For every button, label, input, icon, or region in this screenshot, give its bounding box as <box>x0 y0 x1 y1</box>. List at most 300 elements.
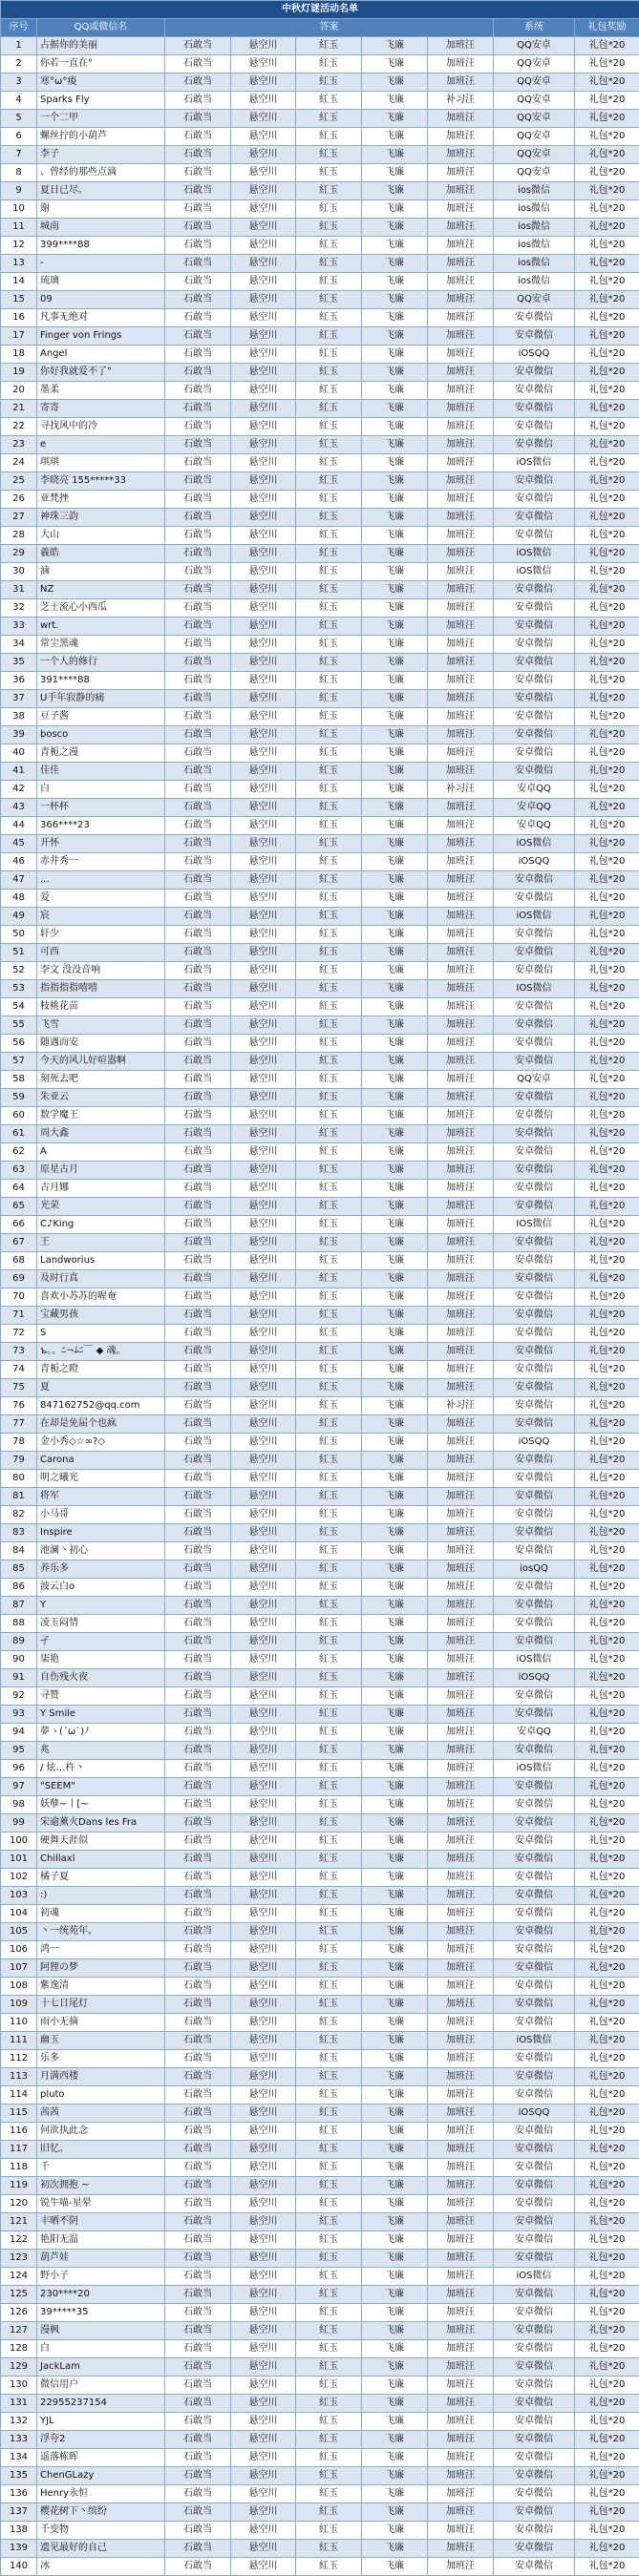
cell-answer-3: 紅玉 <box>296 654 362 672</box>
cell-system: 安卓微信 <box>494 2086 575 2105</box>
cell-answer-1: 石敢当 <box>165 926 231 944</box>
cell-seq: 108 <box>1 1978 37 1996</box>
cell-system: 安卓微信 <box>494 763 575 781</box>
cell-name: 李子 <box>37 146 165 164</box>
cell-reward: 礼包*20 <box>575 781 639 799</box>
cell-answer-1: 石敢当 <box>165 672 231 690</box>
cell-answer-2: 悬空川 <box>231 2522 296 2540</box>
cell-answer-4: 飞廉 <box>362 1325 428 1343</box>
cell-system: 安卓微信 <box>494 1706 575 1724</box>
cell-name: Chillaxl <box>37 1851 165 1869</box>
table-row <box>1 2105 639 2123</box>
cell-answer-1: 石敢当 <box>165 744 231 763</box>
cell-name: Henry永恒 <box>37 2485 165 2503</box>
cell-name: S <box>37 1325 165 1343</box>
cell-reward: 礼包*20 <box>575 708 639 726</box>
cell-answer-5: 加班汪 <box>428 1143 494 1162</box>
cell-answer-2: 悬空川 <box>231 1560 296 1579</box>
cell-answer-1: 石敢当 <box>165 618 231 636</box>
table-row <box>1 817 639 835</box>
cell-system: IOS微信 <box>494 980 575 998</box>
cell-seq: 51 <box>1 944 37 962</box>
cell-answer-5: 加班汪 <box>428 2086 494 2105</box>
cell-answer-4: 飞廉 <box>362 1434 428 1452</box>
cell-answer-3: 紅玉 <box>296 763 362 781</box>
table-row <box>1 2159 639 2177</box>
cell-answer-3: 紅玉 <box>296 273 362 291</box>
cell-answer-4: 飞廉 <box>362 1288 428 1307</box>
cell-name: C♪King <box>37 1216 165 1234</box>
cell-seq: 32 <box>1 599 37 618</box>
cell-answer-4: 飞廉 <box>362 55 428 73</box>
cell-name: 39*****35 <box>37 2304 165 2322</box>
cell-reward: 礼包*20 <box>575 908 639 926</box>
cell-answer-1: 石敢当 <box>165 2485 231 2503</box>
cell-name: 宋逾薰火Dans les Fra <box>37 1814 165 1833</box>
cell-answer-4: 飞廉 <box>362 1742 428 1760</box>
cell-reward: 礼包*20 <box>575 1579 639 1597</box>
cell-answer-2: 悬空川 <box>231 799 296 817</box>
cell-answer-4: 飞廉 <box>362 2503 428 2522</box>
cell-answer-5: 加班汪 <box>428 1742 494 1760</box>
cell-name: 指指指指嘻嘻 <box>37 980 165 998</box>
cell-name: 明之曦光 <box>37 1470 165 1488</box>
cell-system: iOS微信 <box>494 563 575 581</box>
table-row <box>1 110 639 128</box>
cell-answer-4: 飞廉 <box>362 708 428 726</box>
cell-answer-4: 飞廉 <box>362 1760 428 1778</box>
cell-reward: 礼包*20 <box>575 1089 639 1107</box>
cell-answer-2: 悬空川 <box>231 1397 296 1415</box>
cell-name: 青栀之漫 <box>37 744 165 763</box>
cell-seq: 138 <box>1 2522 37 2540</box>
cell-name: 佳佳 <box>37 763 165 781</box>
cell-answer-2: 悬空川 <box>231 400 296 418</box>
cell-answer-3: 紅玉 <box>296 2050 362 2068</box>
cell-name: 雨小无摘 <box>37 2014 165 2032</box>
cell-answer-5: 加班汪 <box>428 1452 494 1470</box>
cell-answer-1: 石敢当 <box>165 1415 231 1434</box>
cell-seq: 80 <box>1 1470 37 1488</box>
cell-system: 安卓微信 <box>494 2340 575 2358</box>
cell-answer-5: 加班汪 <box>428 146 494 164</box>
cell-answer-5: 加班汪 <box>428 509 494 527</box>
cell-answer-1: 石敢当 <box>165 1706 231 1724</box>
cell-answer-3: 紅玉 <box>296 1560 362 1579</box>
cell-reward: 礼包*20 <box>575 871 639 890</box>
cell-system: 安卓微信 <box>494 1887 575 1905</box>
cell-name: 白 <box>37 2340 165 2358</box>
cell-answer-4: 飞廉 <box>362 2522 428 2540</box>
cell-answer-3: 紅玉 <box>296 2449 362 2467</box>
cell-answer-1: 石敢当 <box>165 708 231 726</box>
table-row <box>1 2431 639 2449</box>
cell-answer-4: 飞廉 <box>362 1597 428 1615</box>
cell-system: QQ安卓 <box>494 128 575 146</box>
cell-answer-5: 加班汪 <box>428 2377 494 2395</box>
cell-name: 常尘黑魂 <box>37 636 165 654</box>
table-row <box>1 1706 639 1724</box>
cell-answer-5: 加班汪 <box>428 672 494 690</box>
cell-answer-2: 悬空川 <box>231 237 296 255</box>
table-row <box>1 418 639 436</box>
cell-answer-2: 悬空川 <box>231 110 296 128</box>
cell-system: 安卓微信 <box>494 1869 575 1887</box>
cell-seq: 8 <box>1 164 37 182</box>
cell-system: 安卓微信 <box>494 2395 575 2413</box>
cell-answer-1: 石敢当 <box>165 962 231 980</box>
table-row <box>1 400 639 418</box>
cell-answer-3: 紅玉 <box>296 418 362 436</box>
cell-answer-3: 紅玉 <box>296 2014 362 2032</box>
cell-reward: 礼包*20 <box>575 255 639 273</box>
cell-answer-2: 悬空川 <box>231 2431 296 2449</box>
cell-answer-4: 飞廉 <box>362 110 428 128</box>
cell-seq: 67 <box>1 1234 37 1252</box>
cell-answer-5: 加班汪 <box>428 1307 494 1325</box>
cell-system: 安卓微信 <box>494 926 575 944</box>
cell-seq: 96 <box>1 1760 37 1778</box>
cell-answer-1: 石敢当 <box>165 273 231 291</box>
cell-name: 漫枫 <box>37 2322 165 2340</box>
cell-answer-4: 飞廉 <box>362 237 428 255</box>
cell-answer-1: 石敢当 <box>165 726 231 744</box>
cell-reward: 礼包*20 <box>575 998 639 1016</box>
cell-answer-5: 加班汪 <box>428 2449 494 2467</box>
cell-answer-2: 悬空川 <box>231 2250 296 2268</box>
table-row <box>1 1796 639 1814</box>
cell-answer-1: 石敢当 <box>165 1542 231 1560</box>
cell-seq: 99 <box>1 1814 37 1833</box>
cell-answer-2: 悬空川 <box>231 618 296 636</box>
cell-answer-5: 加班汪 <box>428 2050 494 2068</box>
cell-system: ios微信 <box>494 273 575 291</box>
cell-name: 09 <box>37 291 165 309</box>
table-row <box>1 1978 639 1996</box>
table-row <box>1 1542 639 1560</box>
cell-reward: 礼包*20 <box>575 1216 639 1234</box>
cell-answer-3: 紅玉 <box>296 2250 362 2268</box>
cell-answer-3: 紅玉 <box>296 2558 362 2576</box>
cell-seq: 50 <box>1 926 37 944</box>
cell-answer-2: 悬空川 <box>231 291 296 309</box>
cell-reward: 礼包*20 <box>575 545 639 563</box>
cell-answer-2: 悬空川 <box>231 1760 296 1778</box>
cell-answer-4: 飞廉 <box>362 273 428 291</box>
cell-reward: 礼包*20 <box>575 1143 639 1162</box>
cell-answer-5: 加班汪 <box>428 291 494 309</box>
cell-answer-3: 紅玉 <box>296 2340 362 2358</box>
cell-answer-4: 飞廉 <box>362 926 428 944</box>
cell-name: 宸 <box>37 908 165 926</box>
cell-answer-5: 加班汪 <box>428 998 494 1016</box>
cell-answer-3: 紅玉 <box>296 1542 362 1560</box>
cell-seq: 38 <box>1 708 37 726</box>
table-row <box>1 2032 639 2050</box>
cell-name: 滷 <box>37 563 165 581</box>
cell-answer-4: 飞廉 <box>362 2195 428 2213</box>
cell-answer-3: 紅玉 <box>296 37 362 55</box>
cell-reward: 礼包*20 <box>575 273 639 291</box>
cell-system: 安卓微信 <box>494 726 575 744</box>
cell-name: 紫逸清 <box>37 1978 165 1996</box>
cell-seq: 27 <box>1 509 37 527</box>
cell-reward: 礼包*20 <box>575 1760 639 1778</box>
table-row <box>1 2340 639 2358</box>
cell-seq: 86 <box>1 1579 37 1597</box>
cell-seq: 117 <box>1 2141 37 2159</box>
cell-answer-2: 悬空川 <box>231 200 296 219</box>
cell-reward: 礼包*20 <box>575 1452 639 1470</box>
cell-seq: 98 <box>1 1796 37 1814</box>
cell-reward: 礼包*20 <box>575 1778 639 1796</box>
cell-seq: 113 <box>1 2068 37 2086</box>
cell-seq: 109 <box>1 1996 37 2014</box>
cell-answer-5: 加班汪 <box>428 200 494 219</box>
cell-seq: 17 <box>1 327 37 346</box>
cell-answer-3: 紅玉 <box>296 1742 362 1760</box>
cell-seq: 24 <box>1 454 37 472</box>
cell-seq: 9 <box>1 182 37 200</box>
table-row <box>1 55 639 73</box>
cell-answer-3: 紅玉 <box>296 1307 362 1325</box>
cell-name: Y <box>37 1597 165 1615</box>
cell-seq: 119 <box>1 2177 37 2195</box>
cell-name: 爱 <box>37 890 165 908</box>
cell-reward: 礼包*20 <box>575 1796 639 1814</box>
cell-system: 安卓微信 <box>494 1524 575 1542</box>
cell-system: 安卓微信 <box>494 327 575 346</box>
cell-reward: 礼包*20 <box>575 2340 639 2358</box>
cell-answer-1: 石敢当 <box>165 853 231 871</box>
cell-answer-2: 悬空川 <box>231 1180 296 1198</box>
cell-answer-5: 加班汪 <box>428 1905 494 1923</box>
cell-answer-3: 紅玉 <box>296 1325 362 1343</box>
cell-system: 安卓微信 <box>494 2159 575 2177</box>
cell-answer-3: 紅玉 <box>296 1016 362 1035</box>
cell-seq: 56 <box>1 1035 37 1053</box>
cell-system: 安卓微信 <box>494 1379 575 1397</box>
cell-name: pluto <box>37 2086 165 2105</box>
cell-answer-1: 石敢当 <box>165 2014 231 2032</box>
table-row <box>1 998 639 1016</box>
cell-system: 安卓微信 <box>494 1053 575 1071</box>
cell-system: 安卓微信 <box>494 1833 575 1851</box>
cell-answer-2: 悬空川 <box>231 1996 296 2014</box>
cell-answer-3: 紅玉 <box>296 1379 362 1397</box>
cell-name: Angel <box>37 346 165 364</box>
cell-answer-4: 飞廉 <box>362 1978 428 1996</box>
cell-answer-2: 悬空川 <box>231 364 296 382</box>
cell-system: 安卓微信 <box>494 2522 575 2540</box>
cell-answer-2: 悬空川 <box>231 1905 296 1923</box>
cell-answer-2: 悬空川 <box>231 980 296 998</box>
cell-reward: 礼包*20 <box>575 853 639 871</box>
cell-name: Inspire <box>37 1524 165 1542</box>
cell-system: 安卓微信 <box>494 2286 575 2304</box>
cell-answer-5: 加班汪 <box>428 2213 494 2231</box>
cell-reward: 礼包*20 <box>575 599 639 618</box>
cell-seq: 57 <box>1 1053 37 1071</box>
cell-answer-4: 飞廉 <box>362 2358 428 2377</box>
cell-name: 飞雪 <box>37 1016 165 1035</box>
cell-reward: 礼包*20 <box>575 1542 639 1560</box>
cell-answer-3: 紅玉 <box>296 1851 362 1869</box>
cell-seq: 54 <box>1 998 37 1016</box>
cell-seq: 63 <box>1 1162 37 1180</box>
cell-answer-5: 加班汪 <box>428 1107 494 1125</box>
cell-name: 随遇而安 <box>37 1035 165 1053</box>
cell-answer-1: 石敢当 <box>165 472 231 491</box>
cell-answer-3: 紅玉 <box>296 2195 362 2213</box>
cell-reward: 礼包*20 <box>575 309 639 327</box>
cell-seq: 41 <box>1 763 37 781</box>
cell-answer-3: 紅玉 <box>296 1071 362 1089</box>
cell-answer-4: 飞廉 <box>362 92 428 110</box>
cell-seq: 129 <box>1 2358 37 2377</box>
cell-answer-1: 石敢当 <box>165 1615 231 1633</box>
cell-answer-5: 加班汪 <box>428 2467 494 2485</box>
table-row <box>1 1415 639 1434</box>
cell-answer-5: 加班汪 <box>428 636 494 654</box>
cell-answer-1: 石敢当 <box>165 1397 231 1415</box>
cell-answer-5: 加班汪 <box>428 581 494 599</box>
cell-seq: 74 <box>1 1361 37 1379</box>
table-row <box>1 2231 639 2250</box>
cell-seq: 140 <box>1 2558 37 2576</box>
table-row <box>1 1687 639 1706</box>
col-header-reward: 礼包奖励 <box>575 19 639 37</box>
cell-seq: 43 <box>1 799 37 817</box>
cell-answer-1: 石敢当 <box>165 92 231 110</box>
cell-system: QQ安卓 <box>494 92 575 110</box>
cell-system: 安卓微信 <box>494 1959 575 1978</box>
cell-answer-5: 加班汪 <box>428 690 494 708</box>
cell-seq: 39 <box>1 726 37 744</box>
cell-answer-1: 石敢当 <box>165 2431 231 2449</box>
table-row <box>1 1905 639 1923</box>
table-row <box>1 1833 639 1851</box>
cell-answer-2: 悬空川 <box>231 472 296 491</box>
cell-name: 樱花树下丶缤纷 <box>37 2503 165 2522</box>
cell-seq: 93 <box>1 1706 37 1724</box>
cell-answer-5: 加班汪 <box>428 1814 494 1833</box>
cell-name: 琉璃 <box>37 273 165 291</box>
cell-reward: 礼包*20 <box>575 1687 639 1706</box>
cell-system: 安卓微信 <box>494 1542 575 1560</box>
cell-answer-5: 加班汪 <box>428 309 494 327</box>
cell-system: 安卓微信 <box>494 998 575 1016</box>
cell-system: 安卓微信 <box>494 1996 575 2014</box>
table-row <box>1 2177 639 2195</box>
cell-answer-2: 悬空川 <box>231 998 296 1016</box>
cell-answer-2: 悬空川 <box>231 1089 296 1107</box>
cell-name: 你若一直在° <box>37 55 165 73</box>
table-row <box>1 2522 639 2540</box>
cell-name: 原星古月 <box>37 1162 165 1180</box>
cell-answer-2: 悬空川 <box>231 1488 296 1506</box>
cell-answer-5: 加班汪 <box>428 726 494 744</box>
cell-seq: 40 <box>1 744 37 763</box>
cell-answer-2: 悬空川 <box>231 1016 296 1035</box>
cell-answer-1: 石敢当 <box>165 871 231 890</box>
cell-answer-5: 加班汪 <box>428 1597 494 1615</box>
cell-answer-2: 悬空川 <box>231 2558 296 2576</box>
cell-name: 王 <box>37 1234 165 1252</box>
cell-seq: 112 <box>1 2050 37 2068</box>
cell-seq: 23 <box>1 436 37 454</box>
cell-answer-1: 石敢当 <box>165 1560 231 1579</box>
table-row <box>1 1288 639 1307</box>
cell-answer-3: 紅玉 <box>296 2159 362 2177</box>
cell-answer-3: 紅玉 <box>296 853 362 871</box>
table-row <box>1 1379 639 1397</box>
cell-system: QQ安卓 <box>494 146 575 164</box>
cell-seq: 123 <box>1 2250 37 2268</box>
cell-answer-4: 飞廉 <box>362 817 428 835</box>
cell-answer-4: 飞廉 <box>362 1252 428 1270</box>
cell-seq: 4 <box>1 92 37 110</box>
cell-answer-1: 石敢当 <box>165 944 231 962</box>
table-row <box>1 2485 639 2503</box>
cell-answer-4: 飞廉 <box>362 346 428 364</box>
cell-reward: 礼包*20 <box>575 1633 639 1651</box>
cell-answer-1: 石敢当 <box>165 835 231 853</box>
cell-answer-4: 飞廉 <box>362 1143 428 1162</box>
cell-name: 在却是免届个也疯 <box>37 1415 165 1434</box>
cell-answer-2: 悬空川 <box>231 2286 296 2304</box>
cell-answer-4: 飞廉 <box>362 1996 428 2014</box>
cell-answer-3: 紅玉 <box>296 2413 362 2431</box>
cell-system: 安卓微信 <box>494 944 575 962</box>
cell-reward: 礼包*20 <box>575 2449 639 2467</box>
sheet-title: 中秋灯谜活动名单 <box>1 1 639 19</box>
cell-reward: 礼包*20 <box>575 672 639 690</box>
cell-answer-4: 飞廉 <box>362 944 428 962</box>
cell-answer-5: 加班汪 <box>428 1887 494 1905</box>
cell-answer-3: 紅玉 <box>296 219 362 237</box>
cell-answer-5: 加班汪 <box>428 327 494 346</box>
cell-name: 螺丝拧的小葫芦 <box>37 128 165 146</box>
cell-answer-2: 悬空川 <box>231 1978 296 1996</box>
cell-answer-2: 悬空川 <box>231 763 296 781</box>
cell-reward: 礼包*20 <box>575 1016 639 1035</box>
cell-answer-3: 紅玉 <box>296 835 362 853</box>
cell-answer-5: 加班汪 <box>428 1560 494 1579</box>
cell-name: 千 <box>37 2159 165 2177</box>
cell-answer-5: 加班汪 <box>428 1125 494 1143</box>
cell-system: QQ安卓 <box>494 55 575 73</box>
cell-system: iOSQQ <box>494 1669 575 1687</box>
table-row <box>1 1524 639 1542</box>
cell-answer-2: 悬空川 <box>231 128 296 146</box>
cell-answer-4: 飞廉 <box>362 1524 428 1542</box>
cell-answer-3: 紅玉 <box>296 1270 362 1288</box>
cell-seq: 88 <box>1 1615 37 1633</box>
cell-answer-3: 紅玉 <box>296 618 362 636</box>
cell-system: QQ安卓 <box>494 37 575 55</box>
cell-reward: 礼包*20 <box>575 1851 639 1869</box>
cell-answer-4: 飞廉 <box>362 2286 428 2304</box>
cell-answer-4: 飞廉 <box>362 1470 428 1488</box>
cell-reward: 礼包*20 <box>575 1434 639 1452</box>
cell-reward: 礼包*20 <box>575 2413 639 2431</box>
cell-answer-5: 加班汪 <box>428 1470 494 1488</box>
cell-answer-2: 悬空川 <box>231 1252 296 1270</box>
cell-answer-3: 紅玉 <box>296 799 362 817</box>
cell-answer-3: 紅玉 <box>296 382 362 400</box>
cell-answer-3: 紅玉 <box>296 491 362 509</box>
